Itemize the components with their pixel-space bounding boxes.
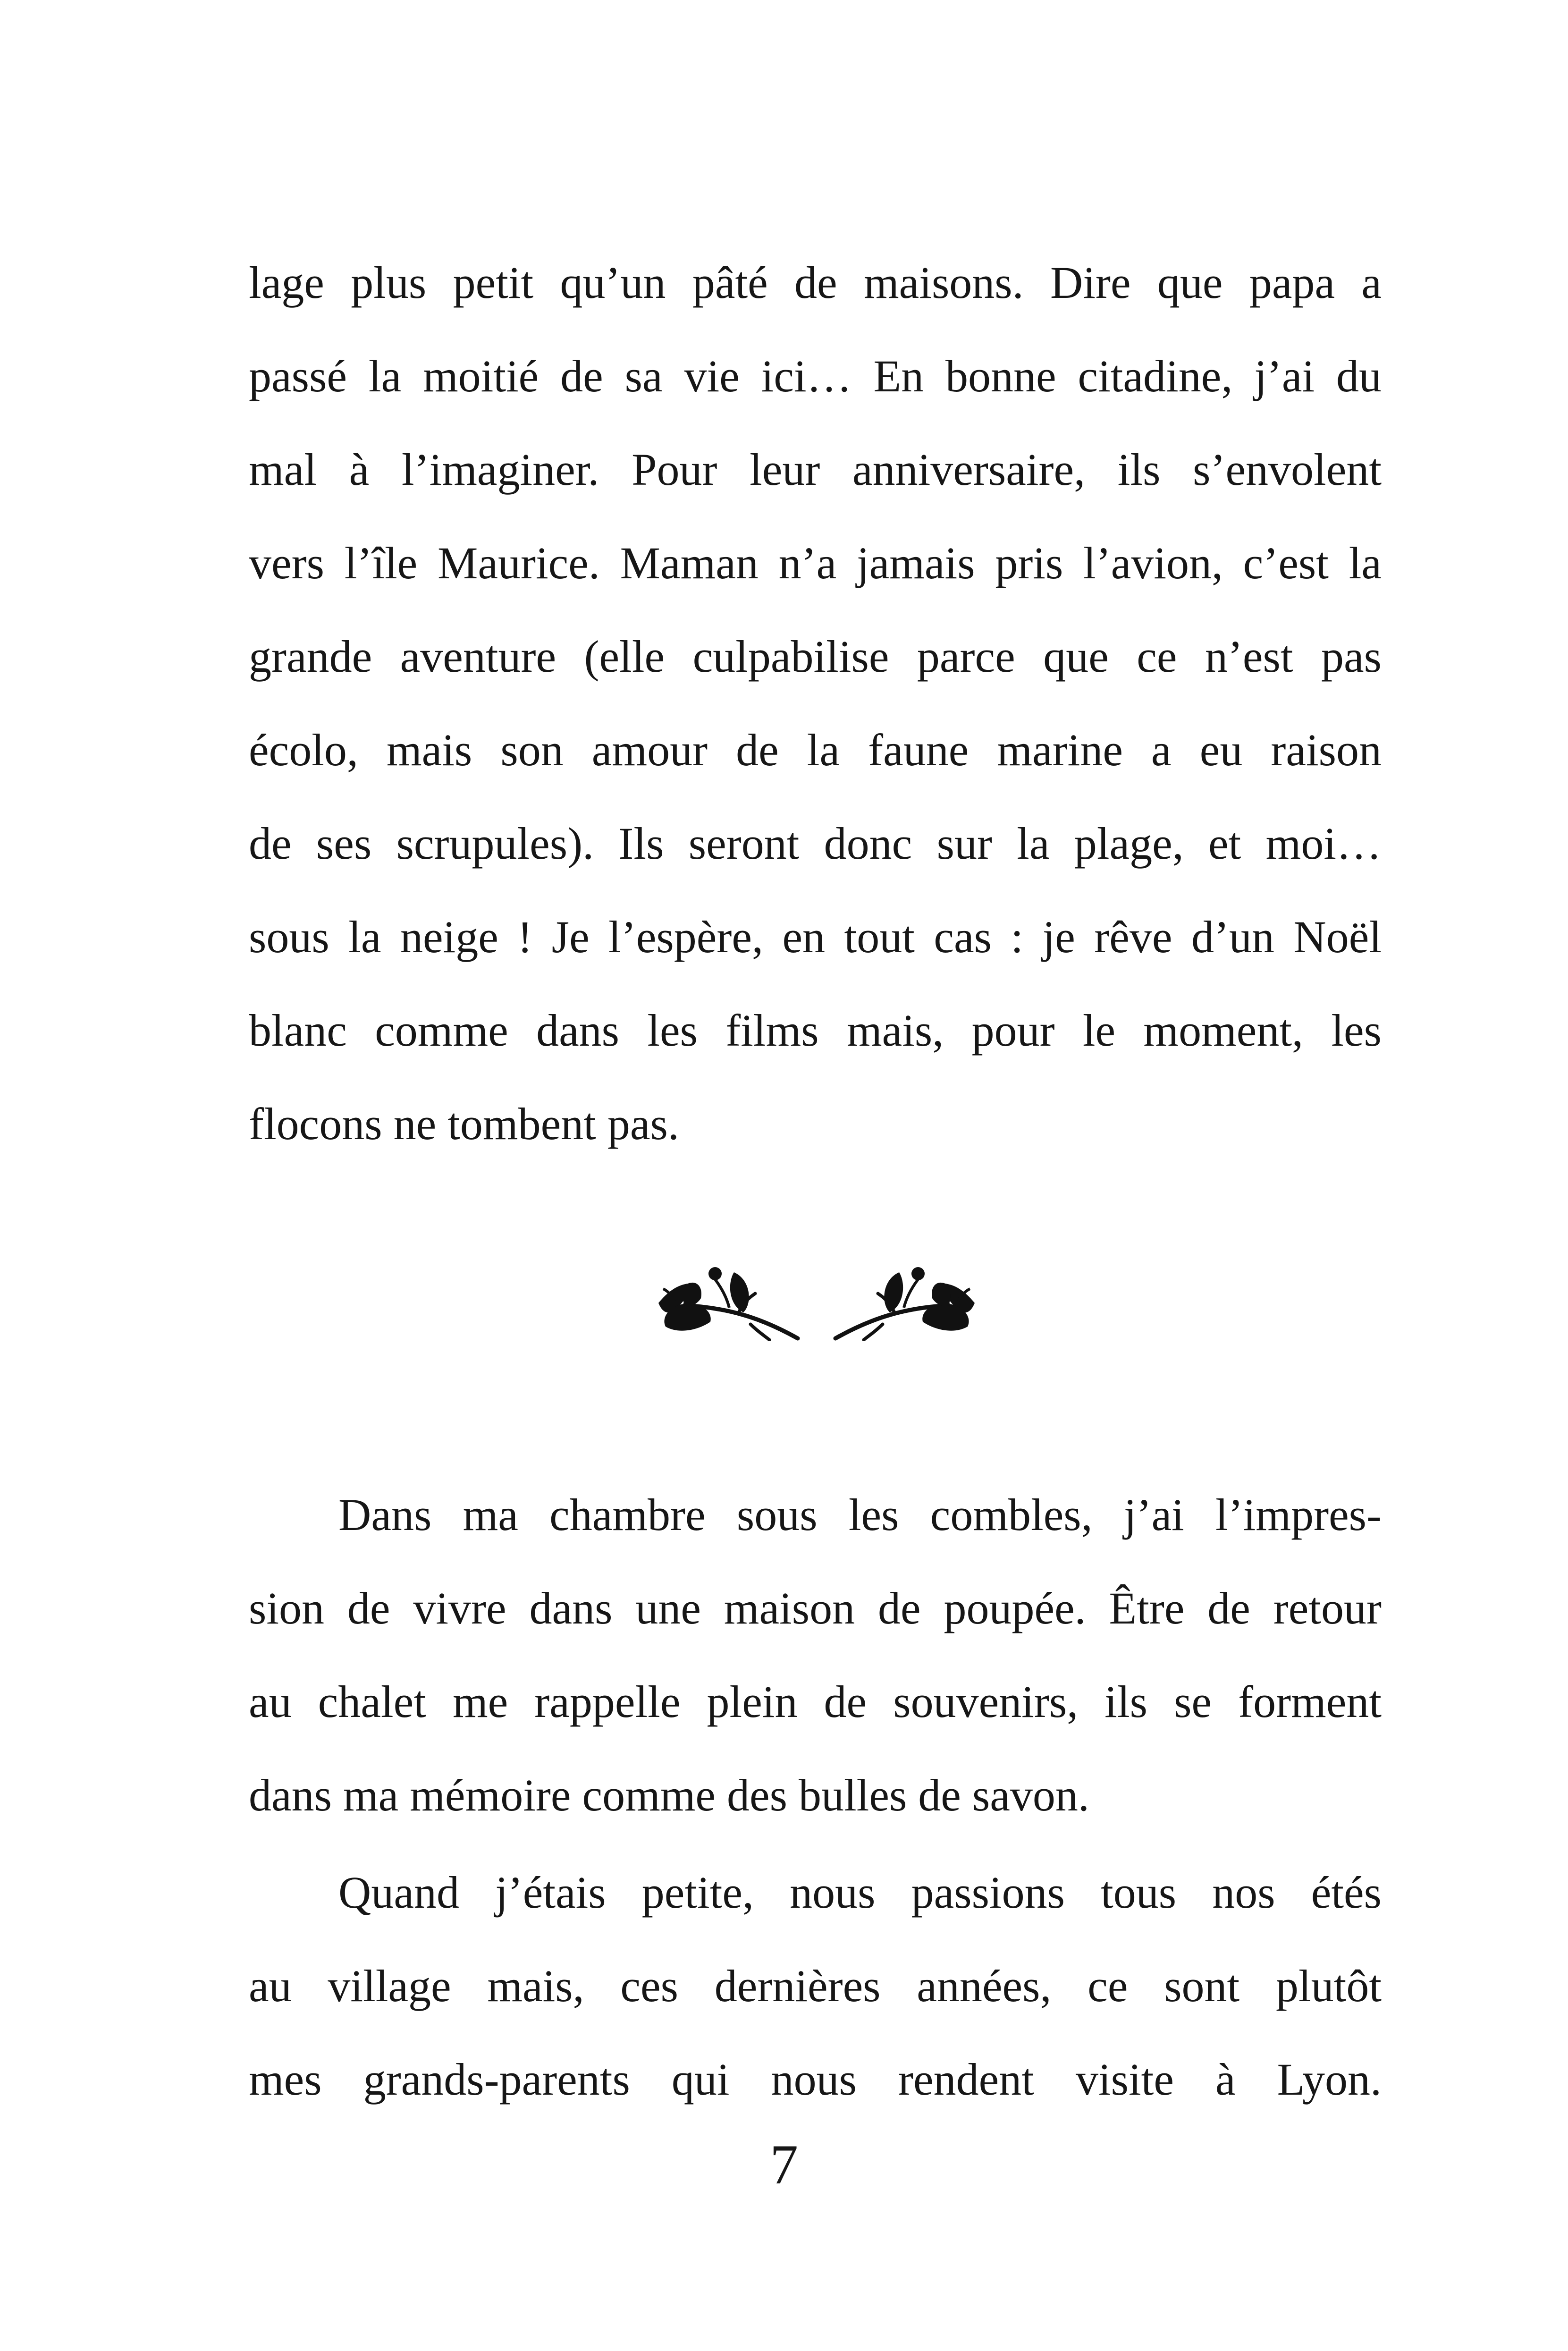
paragraph-2 — [249, 1468, 1382, 1842]
paragraph-1 — [249, 236, 1382, 1171]
text-line: sous la neige ! Je l’espère, en tout cas : je rêve d’un Noël — [249, 912, 1382, 962]
paragraph-3 — [249, 1846, 1382, 2126]
text-line: mes grands-parents qui nous rendent visite à Lyon. — [249, 2054, 1382, 2105]
text-line: au chalet me rappelle plein de souvenirs, ils se forment — [249, 1676, 1382, 1727]
page-number: 7 — [770, 2133, 798, 2196]
floral-divider-icon — [651, 1260, 982, 1341]
text-line: dans ma mémoire comme des bulles de savon. — [249, 1770, 1089, 1820]
text-line: lage plus petit qu’un pâté de maisons. Dire que papa a — [249, 257, 1382, 308]
text-line: grande aventure (elle culpabilise parce que ce n’est pas — [249, 631, 1382, 682]
text-line: passé la moitié de sa vie ici… En bonne citadine, j’ai du — [249, 351, 1382, 401]
text-line: sion de vivre dans une maison de poupée. Être de retour — [249, 1583, 1382, 1633]
right-flower-sprig-icon — [835, 1267, 975, 1340]
text-line: de ses scrupules). Ils seront donc sur la plage, et moi… — [249, 818, 1382, 869]
text-line: Dans ma chambre sous les combles, j’ai l’impres- — [338, 1489, 1382, 1540]
left-flower-sprig-icon — [658, 1267, 798, 1340]
text-line: vers l’île Maurice. Maman n’a jamais pris l’avion, c’est la — [249, 538, 1382, 588]
text-line: Quand j’étais petite, nous passions tous nos étés — [338, 1867, 1382, 1918]
text-line: au village mais, ces dernières années, ce sont plutôt — [249, 1961, 1382, 2011]
text-line: blanc comme dans les films mais, pour le moment, les — [249, 1005, 1382, 1056]
text-line: flocons ne tombent pas. — [249, 1099, 679, 1149]
text-line: mal à l’imaginer. Pour leur anniversaire, ils s’envolent — [249, 444, 1382, 495]
text-line: écolo, mais son amour de la faune marine a eu raison — [249, 725, 1382, 775]
